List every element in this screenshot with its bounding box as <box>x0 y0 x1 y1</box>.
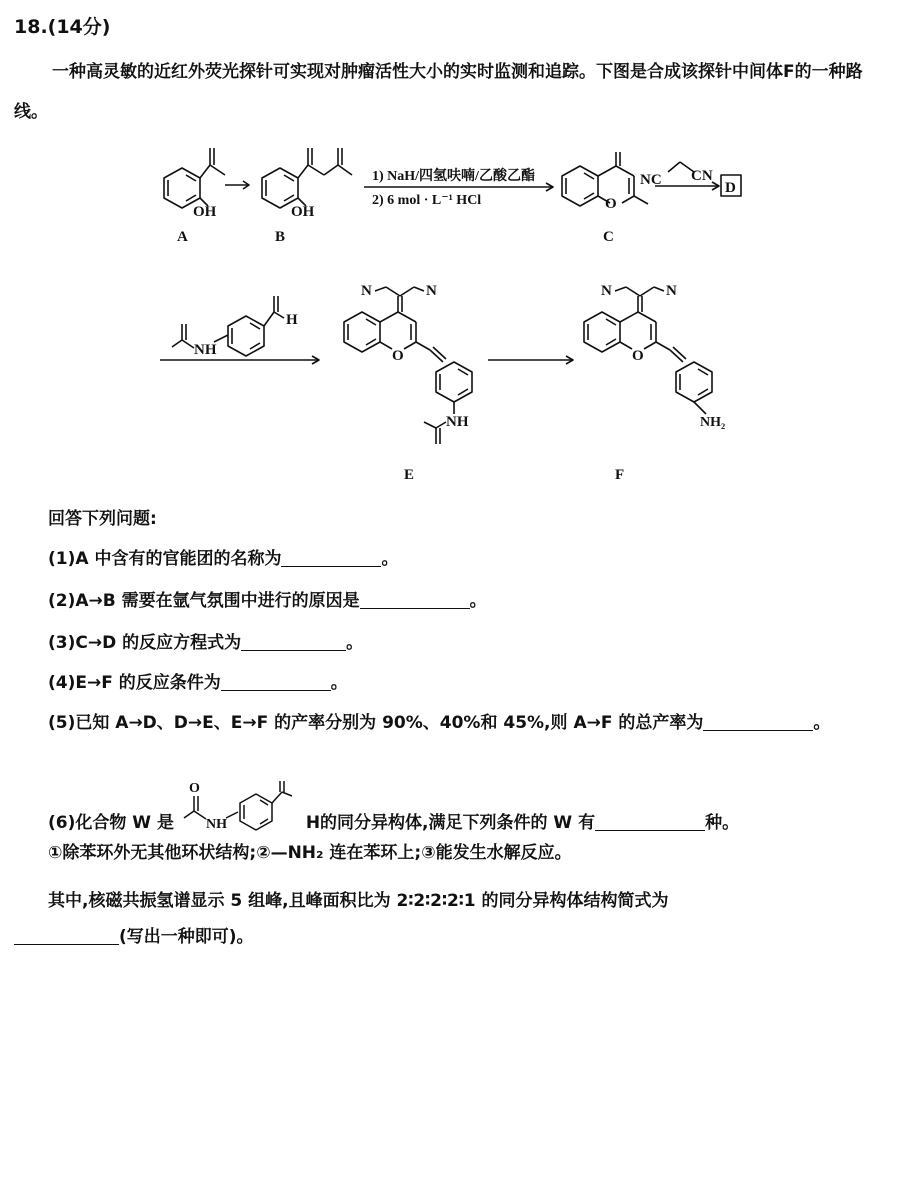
question-6-tail-end <box>14 922 254 947</box>
answer-blank-3[interactable] <box>241 634 346 651</box>
compound-b-structure <box>262 148 352 208</box>
atom-o-e: O <box>392 348 404 364</box>
question-2-end: 。 <box>469 591 487 611</box>
label-a: A <box>177 229 188 245</box>
question-2 <box>48 586 487 611</box>
question-3 <box>48 628 363 653</box>
question-2-text: (2)A→B 需要在氩气氛围中进行的原因是 <box>48 591 360 611</box>
atom-n-e-right: N <box>426 283 437 299</box>
question-4 <box>48 668 348 693</box>
question-3-end: 。 <box>346 633 364 653</box>
label-c: C <box>603 229 614 245</box>
atom-o-f: O <box>632 348 644 364</box>
question-6-suffix: 种。 <box>705 813 740 833</box>
label-d: D <box>725 180 736 196</box>
atom-nh2-f: NH₂ <box>700 415 726 430</box>
question-number: 18.(14分) <box>14 16 111 38</box>
label-b: B <box>275 229 286 245</box>
answer-blank-1[interactable] <box>281 550 381 567</box>
reagent-line-1: 1) NaH/四氢呋喃/乙酸乙酯 <box>372 169 535 184</box>
question-6-conditions: ①除苯环外无其他环状结构;②—NH₂ 连在苯环上;③能发生水解反应。 <box>48 843 572 863</box>
atom-oh-b: OH <box>291 204 315 220</box>
question-1-text: (1)A 中含有的官能团的名称为 <box>48 549 282 569</box>
answer-blank-6[interactable] <box>595 814 705 831</box>
question-5-end: 。 <box>813 713 831 733</box>
question-5-text: (5)已知 A→D、D→E、E→F 的产率分别为 90%、40%和 45%,则 A→F 的总产率为 <box>48 713 704 733</box>
w-atom-nh: NH <box>205 817 227 832</box>
atom-h-reagent: H <box>286 312 298 328</box>
atom-cn-reagent: CN <box>691 168 713 184</box>
label-f: F <box>615 467 625 483</box>
question-6-tail: 其中,核磁共振氢谱显示 5 组峰,且峰面积比为 2∶2∶2∶2∶1 的同分异构体结构简式为 <box>48 891 669 911</box>
answer-blank-4[interactable] <box>221 674 331 691</box>
questions-intro: 回答下列问题: <box>48 509 157 529</box>
answer-blank-5[interactable] <box>703 714 813 731</box>
aldehyde-reagent-structure <box>172 296 284 356</box>
atom-nh-reagent: NH <box>194 342 217 358</box>
question-5 <box>48 708 830 733</box>
question-4-end: 。 <box>330 673 348 693</box>
compound-f-structure <box>584 287 712 414</box>
question-4-text: (4)E→F 的反应条件为 <box>48 673 221 693</box>
w-atom-o1: O <box>188 781 200 796</box>
atom-o-c: O <box>605 196 617 212</box>
question-1-end: 。 <box>381 549 399 569</box>
atom-n-e-left: N <box>361 283 372 299</box>
question-intro: 一种高灵敏的近红外荧光探针可实现对肿瘤活性大小的实时监测和追踪。下图是合成该探针中间体F的一种路线。 <box>14 62 863 122</box>
atom-nc-reagent: NC <box>640 172 662 188</box>
label-e: E <box>404 467 415 483</box>
question-1 <box>48 544 398 569</box>
question-6-prefix: (6)化合物 W 是 <box>48 813 174 833</box>
atom-n-f-left: N <box>601 283 612 299</box>
question-6-tail-end-text: (写出一种即可)。 <box>119 927 254 947</box>
answer-blank-2[interactable] <box>360 592 470 609</box>
question-3-text: (3)C→D 的反应方程式为 <box>48 633 242 653</box>
reagent-line-2: 2) 6 mol · L⁻¹ HCl <box>372 193 482 208</box>
synthesis-scheme <box>0 128 900 488</box>
answer-blank-7[interactable] <box>14 928 119 945</box>
atom-n-f-right: N <box>666 283 677 299</box>
compound-a-structure <box>164 148 225 208</box>
question-6-mid: H的同分异构体,满足下列条件的 W 有 <box>305 813 596 833</box>
atom-oh-a: OH <box>193 204 217 220</box>
atom-nh-e: NH <box>446 414 469 430</box>
